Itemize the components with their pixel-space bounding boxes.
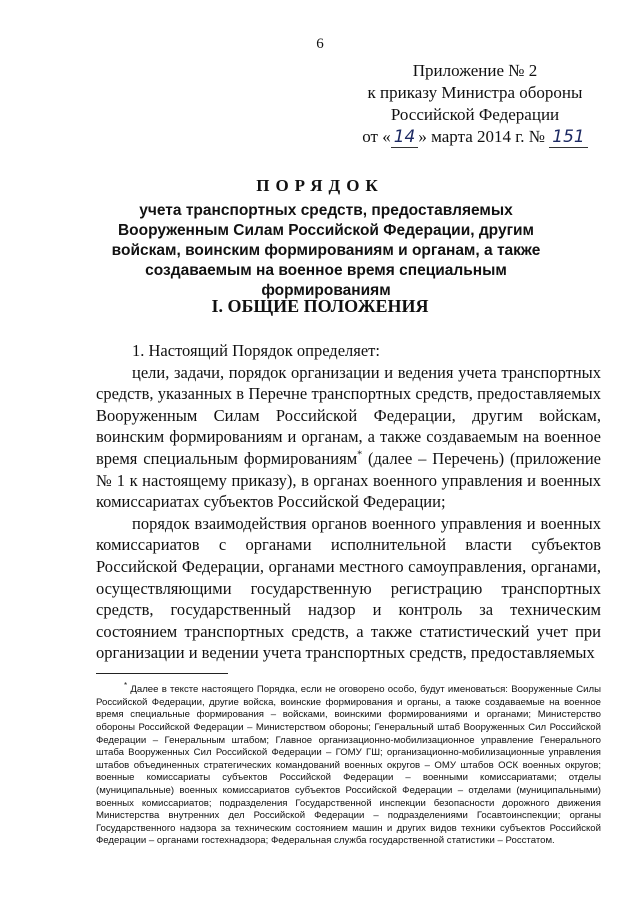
footnote-divider (96, 673, 228, 674)
footnote (96, 680, 601, 848)
document-title: ПОРЯДОК (256, 176, 384, 195)
footnote-mark: * (124, 681, 128, 690)
appendix-date-line (340, 126, 610, 148)
date-middle: » марта 2014 г. № (418, 127, 546, 146)
appendix-line-3: Российской Федерации (390, 105, 560, 124)
body-text (96, 340, 601, 664)
appendix-line-2: к приказу Министра обороны (367, 83, 583, 102)
paragraph-2-text: цели, задачи, порядок организации и ведения учета транспортных средств, указанных в Перечне транспортных средств, предоставляемых Вооруженным Силам Российской Федерации, другим войскам, воинским формированиям и органам, а также создаваемым на военное время специальным формированиям (96, 362, 601, 468)
paragraph-2-tail: (далее – Перечень) (приложение № 1 к настоящему приказу), в органах военного управления и военных комиссариатах субъектов Российской Федерации; (96, 448, 601, 512)
page-number: 6 (316, 36, 324, 52)
footnote-reference: * (357, 449, 363, 461)
document-subtitle: учета транспортных средств, предоставляемых Вооруженным Силам Российской Федерации, другим войскам, воинским формированиям и органам, а также создаваемым на военное время специальным формированиям (111, 202, 541, 299)
appendix-header (340, 60, 610, 148)
date-prefix: от « (362, 127, 391, 146)
handwritten-day: 14 (391, 127, 419, 148)
section-heading: I. ОБЩИЕ ПОЛОЖЕНИЯ (211, 296, 429, 316)
paragraph-1: 1. Настоящий Порядок определяет: (132, 341, 380, 360)
paragraph-3: порядок взаимодействия органов военного управления и военных комиссариатов с органами исполнительной власти субъектов Российской Федерации, органами местного самоуправления, органами, осуществляющими государственную регистрацию транспортных средств, государственный надзор и контроль за техническим состоянием транспортных средств, а также статистический учет при организации и ведении учета транспортных средств, предоставляемых (96, 513, 601, 663)
paragraph-2 (96, 362, 601, 513)
handwritten-order-number: 151 (549, 127, 587, 148)
footnote-text: Далее в тексте настоящего Порядка, если не оговорено особо, будут именоваться: Вооруженные Силы Российской Федерации, другие войска, воинские формирования и органы, а также создаваемые на военное время специальные формирования – войсками, воинскими формированиями и органами; Министерство обороны Российской Федерации – Министерством обороны; Генеральный штаб Вооруженных Сил Российской Федерации – Генеральным штабом; Главное организационно-мобилизационное управление Генерального штаба Вооруженных Сил Российской Федерации – ГОМУ ГШ; организационно-мобилизационные управления штабов объединенных стратегических командований военных округов – ОМУ штабов ОСК военных округов; военные комиссариаты субъектов Российской Федерации – военными комиссариатами; отделы (муниципальные) военных комиссариатов субъектов Российской Федерации – отделами (муниципальными) военных комиссариатов; подразделения Государственной инспекции безопасности дорожного движения Министерства внутренних дел Российской Федерации – подразделениями Госавтоинспекции; органы Государственного надзора за техническим состоянием машин и других видов техники субъектов Российской Федерации – органами гостехнадзора; Федеральная служба государственной статистики – Росстатом. (96, 684, 601, 847)
appendix-line-1: Приложение № 2 (412, 61, 538, 80)
